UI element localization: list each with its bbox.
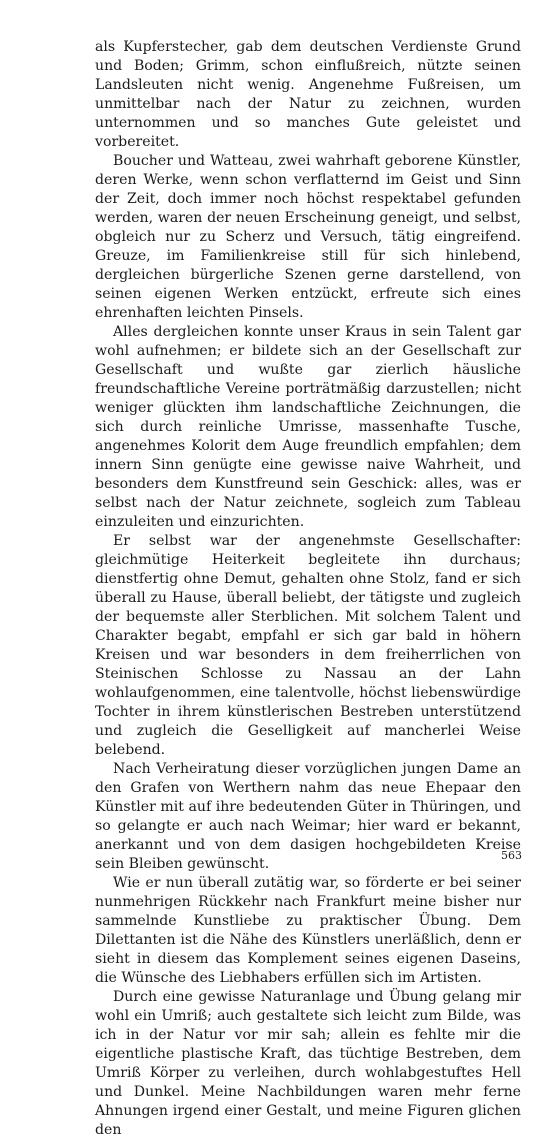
paragraph-4: Er selbst war der angenehmste Gesellschafter: gleichmütige Heiterkeit begleitete ihn durchaus; dienstfertig ohne Demut, gehalten ohne Stolz, fand er sich überall zu Hause, überall beliebt, der tätigste und zugleich der bequemste aller Sterblichen. Mit solchem Talent und Charakter begabt, empfahl er sich gar bald in höhern Kreisen und war besonders in dem freiherrlichen von Steinischen Schlosse zu Nassau an der Lahn wohlaufgenommen, eine talentvolle, höchst liebenswürdige Tochter in ihrem künstlerischen Bestreben unterstützend und zugleich die Geselligkeit auf mancherlei Weise belebend. [95, 533, 521, 758]
paragraph-6: Wie er nun überall zutätig war, so förderte er bei seiner nunmehrigen Rückkehr nach Frankfurt meine bisher nur sammelnde Kunstliebe zu praktischer Übung. Dem Dilettanten ist die Nähe des Künstlers unerläßlich, denn er sieht in diesem das Komplement seines eigenen Daseins, die Wünsche des Liebhabers erfüllen sich im Artisten. [95, 875, 521, 986]
page-text-block [95, 38, 521, 1140]
paragraph-3: Alles dergleichen konnte unser Kraus in sein Talent gar wohl aufnehmen; er bildete sich an der Gesellschaft zur Gesellschaft und wußte gar zierlich häusliche freundschaftliche Vereine porträtmäßig darzustellen; nicht weniger glückten ihm landschaftliche Zeichnungen, die sich durch reinliche Umrisse, massenhafte Tusche, angenehmes Kolorit dem Auge freundlich empfahlen; dem innern Sinn genügte eine gewisse naive Wahrheit, und besonders dem Kunstfreund sein Geschick: alles, was er selbst nach der Natur zeichnete, sogleich zum Tableau einzuleiten und einzurichten. [95, 324, 521, 530]
page-number: 563 [501, 849, 522, 862]
paragraph-2: Boucher und Watteau, zwei wahrhaft geborene Künstler, deren Werke, wenn schon verflatternd im Geist und Sinn der Zeit, doch immer noch höchst respektabel gefunden werden, waren der neuen Erscheinung geneigt, und selbst, obgleich nur zu Scherz und Versuch, tätig eingreifend. Greuze, im Familienkreise still für sich hinlebend, dergleichen bürgerliche Szenen gerne darstellend, von seinen eigenen Werken entzückt, erfreute sich eines ehrenhaften leichten Pinsels. [95, 153, 521, 321]
paragraph-1: als Kupferstecher, gab dem deutschen Verdienste Grund und Boden; Grimm, schon einflußreich, nützte seinen Landsleuten nicht wenig. Angenehme Fußreisen, um unmittelbar nach der Natur zu zeichnen, wurden unternommen und so manches Gute geleistet und vorbereitet. [95, 39, 521, 150]
paragraph-5: Nach Verheiratung dieser vorzüglichen jungen Dame an den Grafen von Werthern nahm das neue Ehepaar den Künstler mit auf ihre bedeutenden Güter in Thüringen, und so gelangte er auch nach Weimar; hier ward er bekannt, anerkannt und von dem dasigen hochgebildeten Kreise sein Bleiben gewünscht. [95, 761, 521, 872]
paragraph-7: Durch eine gewisse Naturanlage und Übung gelang mir wohl ein Umriß; auch gestaltete sich leicht zum Bilde, was ich in der Natur vor mir sah; allein es fehlte mir die eigentliche plastische Kraft, das tüchtige Bestreben, dem Umriß Körper zu verleihen, durch wohlabgestuftes Hell und Dunkel. Meine Nachbildungen waren mehr ferne Ahnungen irgend einer Gestalt, und meine Figuren glichen den [95, 989, 521, 1138]
